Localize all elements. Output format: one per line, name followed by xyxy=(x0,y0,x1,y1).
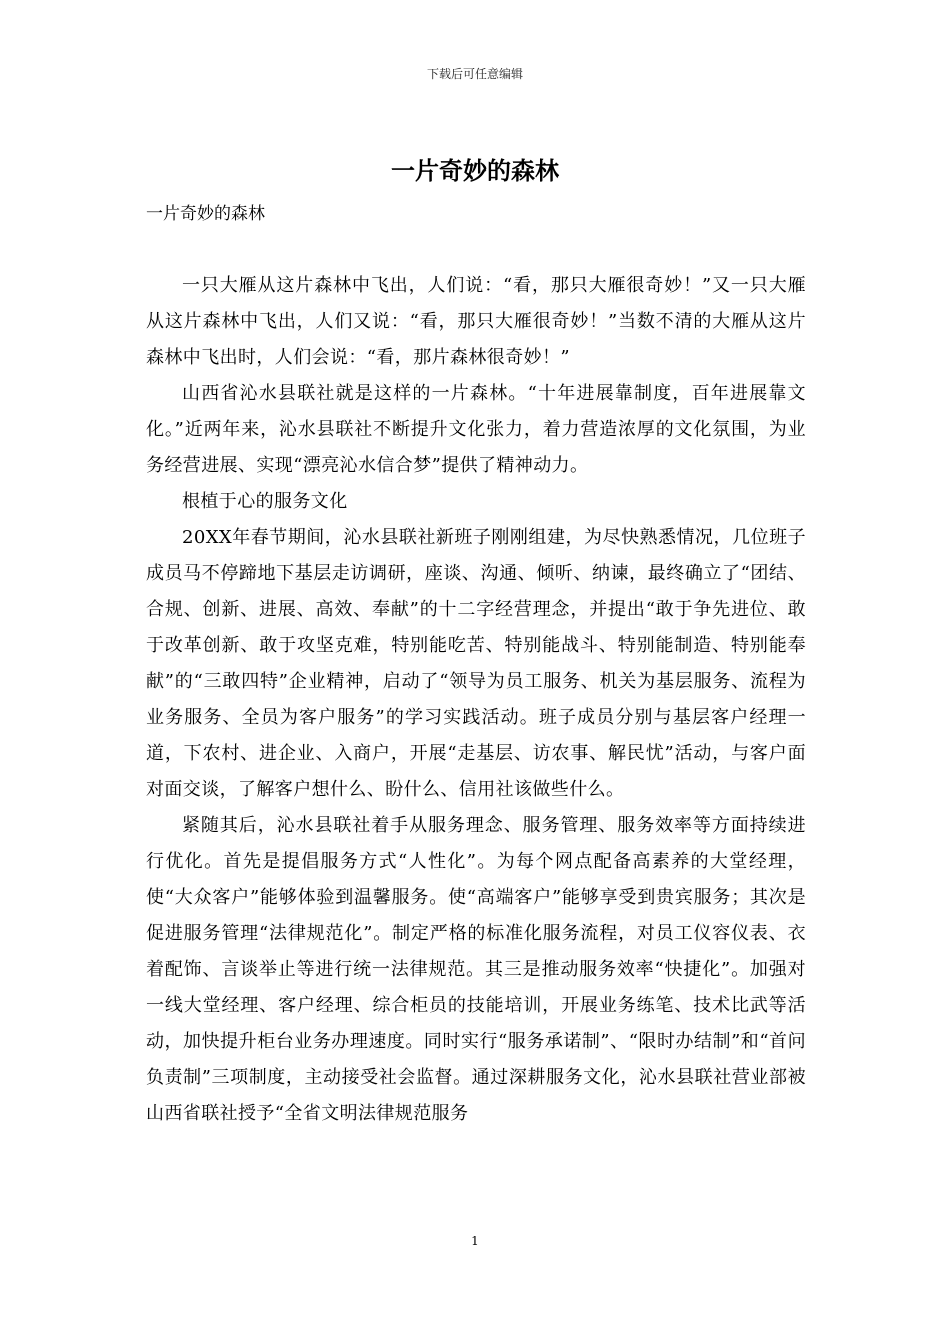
document-title: 一片奇妙的森林 xyxy=(391,157,559,185)
paragraph: 20XX年春节期间，沁水县联社新班子刚刚组建，为尽快熟悉情况，几位班子成员马不停蹄地下基层走访调研，座谈、沟通、倾听、纳谏，最终确立了“团结、合规、创新、进展、高效、奉献”的十二字经营理念，并提出“敢于争先进位、敢于改革创新、敢于攻坚克难，特别能吃苦、特别能战斗、特别能制造、特别能奉献”的“三敢四特”企业精神，启动了“领导为员工服务、机关为基层服务、流程为业务服务、全员为客户服务”的学习实践活动。班子成员分别与基层客户经理一道，下农村、进企业、入商户，开展“走基层、访农事、解民忧”活动，与客户面对面交谈，了解客户想什么、盼什么、信用社该做些什么。 xyxy=(146,527,806,800)
section-heading: 根植于心的服务文化 xyxy=(182,491,348,512)
paragraph: 紧随其后，沁水县联社着手从服务理念、服务管理、服务效率等方面持续进行优化。首先是提倡服务方式“人性化”。为每个网点配备高素养的大堂经理，使“大众客户”能够体验到温馨服务。使“高端客户”能够享受到贵宾服务；其次是促进服务管理“法律规范化”。制定严格的标准化服务流程，对员工仪容仪表、衣着配饰、言谈举止等进行统一法律规范。其三是推动服务效率“快捷化”。加强对一线大堂经理、客户经理、综合柜员的技能培训，开展业务练笔、技术比武等活动，加快提升柜台业务办理速度。同时实行“服务承诺制”、“限时办结制”和“首问负责制”三项制度，主动接受社会监督。通过深耕服务文化，沁水县联社营业部被山西省联社授予“全省文明法律规范服务 xyxy=(146,815,806,1124)
document-subtitle: 一片奇妙的森林 xyxy=(146,204,265,224)
paragraph: 一只大雁从这片森林中飞出，人们说：“看，那只大雁很奇妙！”又一只大雁从这片森林中飞出，人们又说：“看，那只大雁很奇妙！”当数不清的大雁从这片森林中飞出时，人们会说：“看，那片森林很奇妙！” xyxy=(146,275,806,368)
document-body xyxy=(146,268,806,1132)
paragraph: 山西省沁水县联社就是这样的一片森林。“十年进展靠制度，百年进展靠文化。”近两年来，沁水县联社不断提升文化张力，着力营造浓厚的文化氛围，为业务经营进展、实现“漂亮沁水信合梦”提供了精神动力。 xyxy=(146,383,806,476)
page-header: 下载后可任意编辑 xyxy=(426,67,523,81)
page-number: 1 xyxy=(471,1234,479,1248)
